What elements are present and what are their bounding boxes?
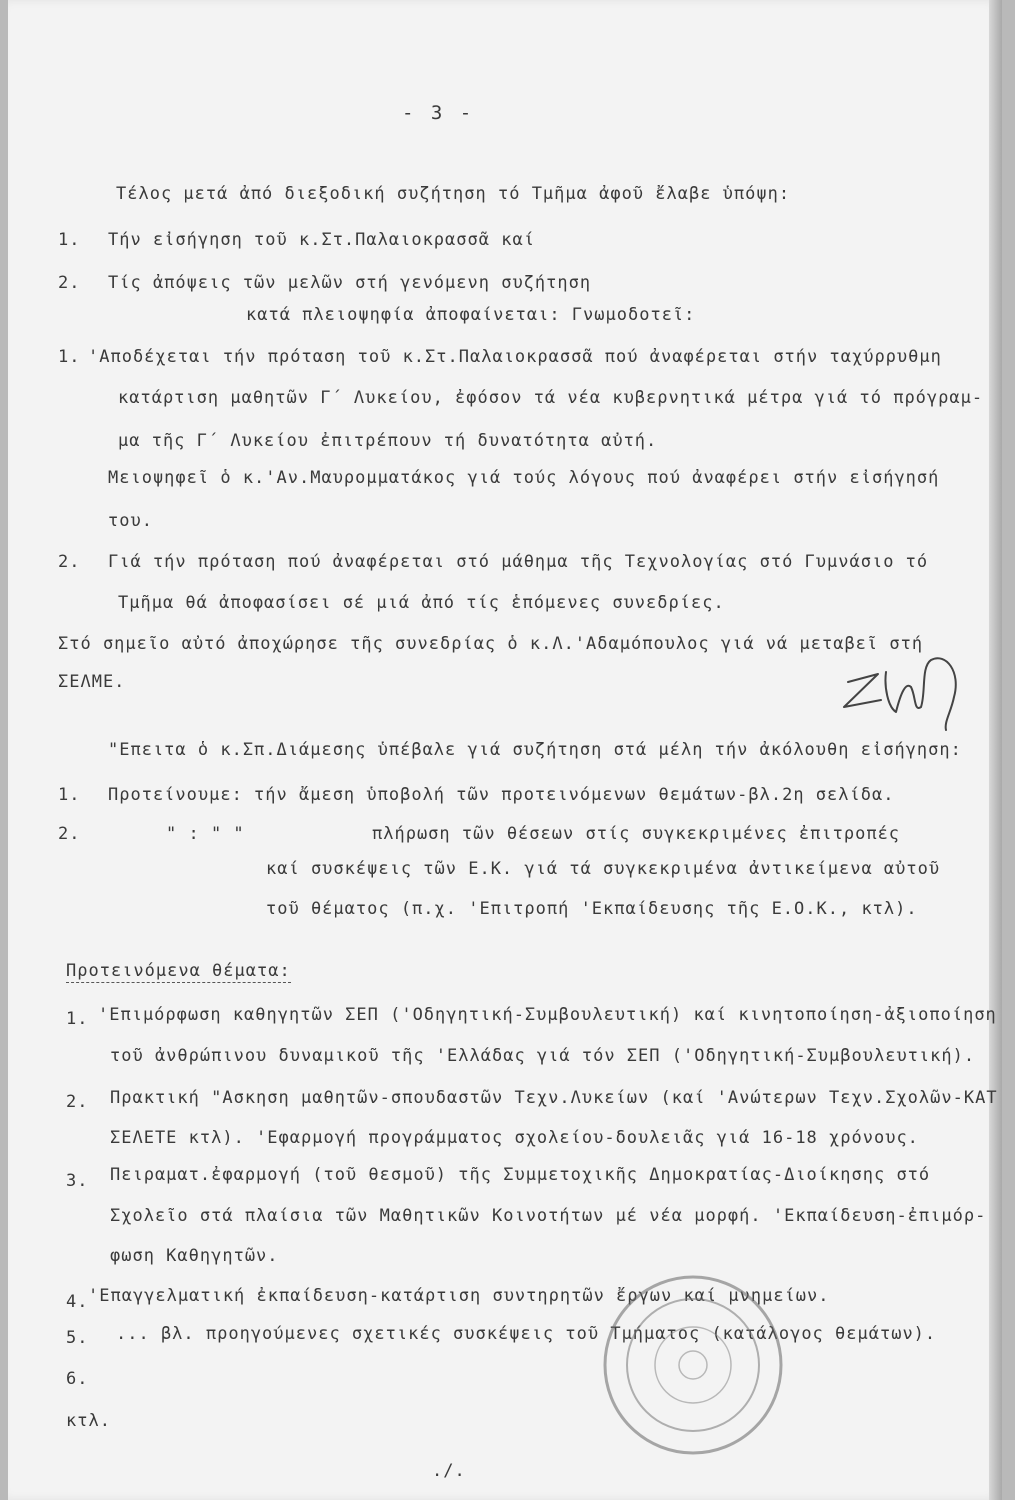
official-stamp: [598, 1270, 788, 1460]
departure-line2: ΣΕΛΜΕ.: [58, 672, 126, 692]
handwritten-signature: [836, 652, 966, 732]
topic-5-num: 5.: [66, 1328, 89, 1348]
topic-1-num: 1.: [66, 1009, 89, 1029]
topic-4-text: 'Επαγγελματική ἐκπαίδευση-κατάρτιση συντηρητῶν ἔργων καί μνημείων.: [88, 1286, 830, 1306]
consideration-1-text: Τήν εἰσήγηση τοῦ κ.Στ.Παλαιοκρασσᾶ καί: [108, 230, 535, 250]
page-number: - 3 -: [402, 102, 475, 124]
topic-6-num: 6.: [66, 1369, 89, 1389]
consideration-2-num: 2.: [58, 273, 81, 293]
topic-5-text: ... βλ. προηγούμενες σχετικές συσκέψεις τοῦ Τμήματος (κατάλογος θεμάτων).: [116, 1324, 937, 1344]
departure-line1: Στό σημεῖο αὐτό ἀποχώρησε τῆς συνεδρίας ὁ κ.Λ.'Αδαμόπουλος γιά νά μεταβεῖ στή: [58, 634, 924, 654]
majority-line: κατά πλειοψηφία ἀποφαίνεται: Γνωμοδοτεῖ:: [246, 305, 696, 325]
decision-2-num: 2.: [58, 552, 81, 572]
proposal-2-line1: πλήρωση τῶν θέσεων στίς συγκεκριμένες ἐπιτροπές: [372, 824, 901, 844]
decision-1-line2: κατάρτιση μαθητῶν Γ΄ Λυκείου, ἐφόσον τά νέα κυβερνητικά μέτρα γιά τό πρόγραμ-: [118, 388, 984, 408]
topic-4-num: 4.: [66, 1292, 89, 1312]
intro-line: Τέλος μετά ἀπό διεξοδική συζήτηση τό Τμῆμα ἀφοῦ ἔλαβε ὑπόψη:: [116, 184, 791, 204]
proposal-1-text: Προτείνουμε: τήν ἄμεση ὑποβολή τῶν προτεινόμενων θεμάτων-βλ.2η σελίδα.: [108, 785, 895, 805]
topic-1-line2: τοῦ ἀνθρώπινου δυναμικοῦ τῆς 'Ελλάδας γιά τόν ΣΕΠ ('Οδηγητική-Συμβουλευτική).: [110, 1046, 976, 1066]
proposal-1-num: 1.: [58, 785, 81, 805]
consideration-1-num: 1.: [58, 230, 81, 250]
topic-3-num: 3.: [66, 1171, 89, 1191]
decision-1-line1: 'Αποδέχεται τήν πρόταση τοῦ κ.Στ.Παλαιοκρασσᾶ πού ἀναφέρεται στήν ταχύρρυθμη: [88, 347, 942, 367]
decision-1-line4: Μειοψηφεῖ ὁ κ.'Αν.Μαυρομματάκος γιά τούς λόγους πού ἀναφέρει στήν εἰσήγησή: [108, 468, 940, 488]
footer-continuation-mark: ./.: [432, 1461, 466, 1481]
decision-1-line3: μα τῆς Γ΄ Λυκείου ἐπιτρέπουν τή δυνατότητα αὐτή.: [118, 431, 658, 451]
then-line: "Επειτα ὁ κ.Σπ.Διάμεσης ὑπέβαλε γιά συζήτηση στά μέλη τήν ἀκόλουθη εἰσήγηση:: [108, 740, 962, 760]
topic-3-line2: Σχολεῖο στά πλαίσια τῶν Μαθητικῶν Κοινοτήτων μέ νέα μορφή. 'Εκπαίδευση-ἐπιμόρ-: [110, 1206, 987, 1226]
topic-2-line2: ΣΕΛΕΤΕ κτλ). 'Εφαρμογή προγράμματος σχολείου-δουλειᾶς γιά 16-18 χρόνους.: [110, 1128, 919, 1148]
topic-3-line1: Πειραματ.ἐφαρμογή (τοῦ θεσμοῦ) τῆς Συμμετοχικῆς Δημοκρατίας-Διοίκησης στό: [110, 1165, 931, 1185]
topic-3-line3: φωση Καθηγητῶν.: [110, 1246, 279, 1266]
decision-2-line2: Τμῆμα θά ἀποφασίσει σέ μιά ἀπό τίς ἑπόμενες συνεδρίες.: [118, 593, 725, 613]
topic-2-num: 2.: [66, 1092, 89, 1112]
page-edge-shadow: [989, 0, 1002, 1500]
proposal-2-ditto: " : " ": [166, 824, 245, 844]
decision-2-line1: Γιά τήν πρόταση πού ἀναφέρεται στό μάθημα τῆς Τεχνολογίας στό Γυμνάσιο τό: [108, 552, 929, 572]
proposal-2-line2: καί συσκέψεις τῶν Ε.Κ. γιά τά συγκεκριμένα ἀντικείμενα αὐτοῦ: [266, 859, 941, 879]
proposal-2-num: 2.: [58, 824, 81, 844]
topics-heading: Προτεινόμενα θέματα:: [66, 961, 291, 981]
decision-1-line5: του.: [108, 511, 153, 531]
etc-line: κτλ.: [66, 1411, 111, 1431]
topic-1-line1: 'Επιμόρφωση καθηγητῶν ΣΕΠ ('Οδηγητική-Συμβουλευτική) καί κινητοποίηση-ἀξιοποίηση: [98, 1005, 997, 1025]
proposal-2-line3: τοῦ θέματος (π.χ. 'Επιτροπή 'Εκπαίδευσης τῆς Ε.Ο.Κ., κτλ).: [266, 899, 918, 919]
document-page: [8, 0, 1002, 1500]
decision-1-num: 1.: [58, 347, 81, 367]
consideration-2-text: Τίς ἀπόψεις τῶν μελῶν στή γενόμενη συζήτηση: [108, 273, 592, 293]
topic-2-line1: Πρακτική "Ασκηση μαθητῶν-σπουδαστῶν Τεχν.Λυκείων (καί 'Ανώτερων Τεχν.Σχολῶν-ΚΑΤ: [110, 1088, 998, 1108]
